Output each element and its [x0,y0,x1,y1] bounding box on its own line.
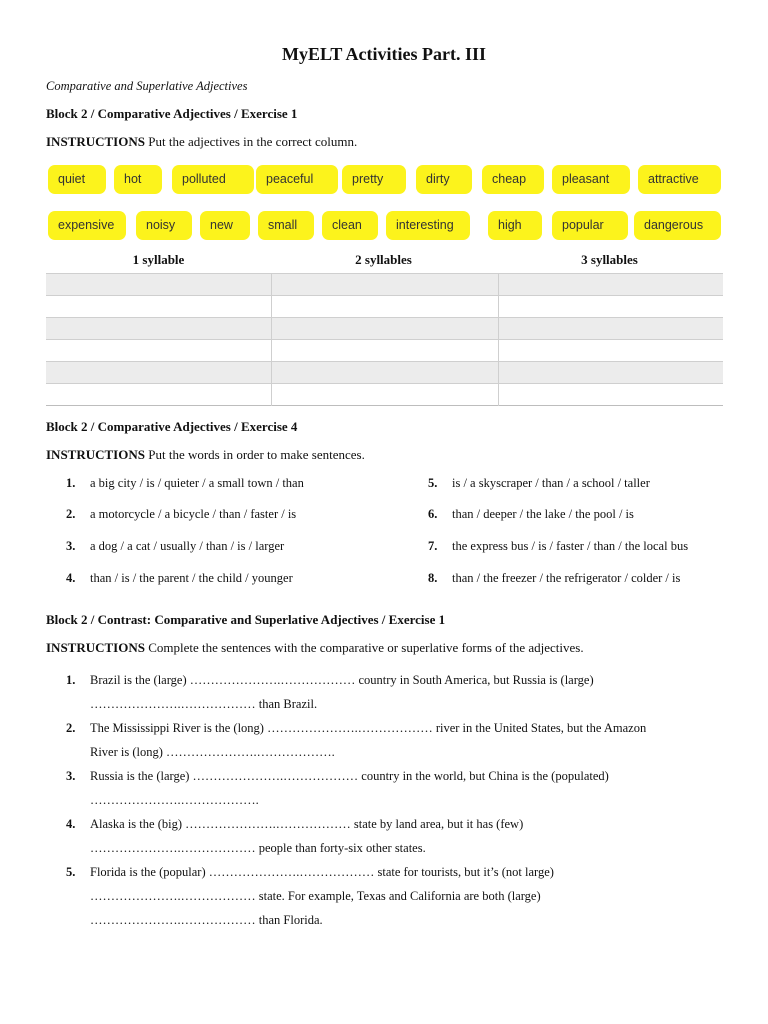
adjective-chip[interactable]: high [488,211,542,240]
table-cell[interactable] [499,384,724,406]
table-row [46,318,723,340]
item-number: 5. [66,865,76,879]
syllable-sorting-table [46,273,723,406]
adjective-chip[interactable]: clean [322,211,378,240]
adjective-chips-row-1 [46,165,722,195]
adjective-chip[interactable]: cheap [482,165,544,194]
item-line: River is (long) ………………….………………. [90,745,335,759]
item-text: a big city / is / quieter / a small town / than [90,476,304,490]
table-cell[interactable] [499,296,724,318]
table-cell[interactable] [46,274,272,296]
adjective-chip[interactable]: hot [114,165,162,194]
table-row [46,384,723,406]
adjective-chip[interactable]: quiet [48,165,106,194]
item-number: 6. [428,507,438,521]
item-line: The Mississippi River is the (long) ………………….……………… river in the United States, but the Amazon [90,721,647,735]
item-line: Russia is the (large) ………………….……………… country in the world, but China is the (populated) [90,769,609,783]
table-row [46,340,723,362]
adjective-chip[interactable]: interesting [386,211,470,240]
item-number: 1. [66,673,76,687]
table-cell[interactable] [46,340,272,362]
table-cell[interactable] [272,384,499,406]
table-cell[interactable] [272,340,499,362]
ex4-instructions-label: INSTRUCTIONS [46,447,145,462]
item-number: 7. [428,539,438,553]
adjective-chip[interactable]: popular [552,211,628,240]
ex4-instructions [46,447,365,463]
ex4-heading: Block 2 / Comparative Adjectives / Exercise 4 [46,419,298,434]
ex1-instructions [46,134,357,150]
item-number: 8. [428,571,438,585]
table-row [46,362,723,384]
adjective-chip[interactable]: noisy [136,211,192,240]
item-number: 4. [66,817,76,831]
item-number: 1. [66,476,76,490]
adjective-chip[interactable]: expensive [48,211,126,240]
adjective-chip[interactable]: small [258,211,314,240]
item-number: 3. [66,769,76,783]
table-cell[interactable] [272,274,499,296]
list-item [66,812,716,860]
item-text: is / a skyscraper / than / a school / taller [452,476,650,490]
table-row [46,296,723,318]
list-item [66,716,716,764]
contrast-heading: Block 2 / Contrast: Comparative and Superlative Adjectives / Exercise 1 [46,612,446,627]
item-text: than / deeper / the lake / the pool / is [452,507,634,521]
list-item [66,764,716,812]
page-title: MyELT Activities Part. III [281,44,486,64]
adjective-chip[interactable]: dirty [416,165,472,194]
adjective-chip[interactable]: pleasant [552,165,630,194]
table-cell[interactable] [499,340,724,362]
item-text: a dog / a cat / usually / than / is / larger [90,539,285,553]
adjective-chips-row-2 [46,211,722,241]
item-number: 4. [66,571,76,585]
item-text: a motorcycle / a bicycle / than / faster / is [90,507,297,521]
table-cell[interactable] [46,384,272,406]
adjective-chip[interactable]: attractive [638,165,721,194]
item-line: ………………….……………… than Brazil. [90,697,318,711]
item-number: 5. [428,476,438,490]
column-header-2-syllables: 2 syllables [355,252,412,267]
contrast-instructions-label: INSTRUCTIONS [46,640,145,655]
column-header-3-syllables: 3 syllables [581,252,638,267]
item-line: Florida is the (popular) ………………….……………… state for tourists, but it’s (not large) [90,865,554,879]
column-header-1-syllable: 1 syllable [132,252,185,267]
ex1-instructions-text: Put the adjectives in the correct column. [144,134,358,149]
list-item [66,860,716,932]
contrast-list [66,668,716,932]
table-cell[interactable] [46,318,272,340]
item-text: than / the freezer / the refrigerator / colder / is [452,571,681,585]
list-item [66,668,716,716]
table-cell[interactable] [272,318,499,340]
ex1-heading: Block 2 / Comparative Adjectives / Exercise 1 [46,106,298,121]
table-row [46,274,723,296]
ex1-instructions-label: INSTRUCTIONS [46,134,145,149]
item-number: 2. [66,507,76,521]
table-cell[interactable] [46,362,272,384]
table-cell[interactable] [272,362,499,384]
item-text: the express bus / is / faster / than / the local bus [452,539,689,553]
item-line: Brazil is the (large) ………………….……………… country in South America, but Russia is (large) [90,673,594,687]
page-subtitle: Comparative and Superlative Adjectives [46,79,248,93]
adjective-chip[interactable]: polluted [172,165,254,194]
adjective-chip[interactable]: new [200,211,250,240]
item-line: ………………….……………… state. For example, Texas and California are both (large) [90,889,541,903]
syllable-column-headers [46,252,722,270]
contrast-instructions [46,640,584,656]
table-cell[interactable] [499,274,724,296]
adjective-chip[interactable]: peaceful [256,165,338,194]
contrast-instructions-text: Complete the sentences with the comparative or superlative forms of the adjectives. [144,640,584,655]
ex4-instructions-text: Put the words in order to make sentences. [144,447,365,462]
table-cell[interactable] [46,296,272,318]
table-cell[interactable] [499,362,724,384]
item-line: ………………….……………… than Florida. [90,913,323,927]
table-cell[interactable] [499,318,724,340]
adjective-chip[interactable]: pretty [342,165,406,194]
item-text: than / is / the parent / the child / younger [90,571,293,585]
adjective-chip[interactable]: dangerous [634,211,721,240]
item-line: ………………….……………… people than forty-six other states. [90,841,426,855]
item-line: ………………….………………. [90,793,259,807]
item-number: 3. [66,539,76,553]
item-line: Alaska is the (big) ………………….……………… state by land area, but it has (few) [90,817,524,831]
table-cell[interactable] [272,296,499,318]
item-number: 2. [66,721,76,735]
